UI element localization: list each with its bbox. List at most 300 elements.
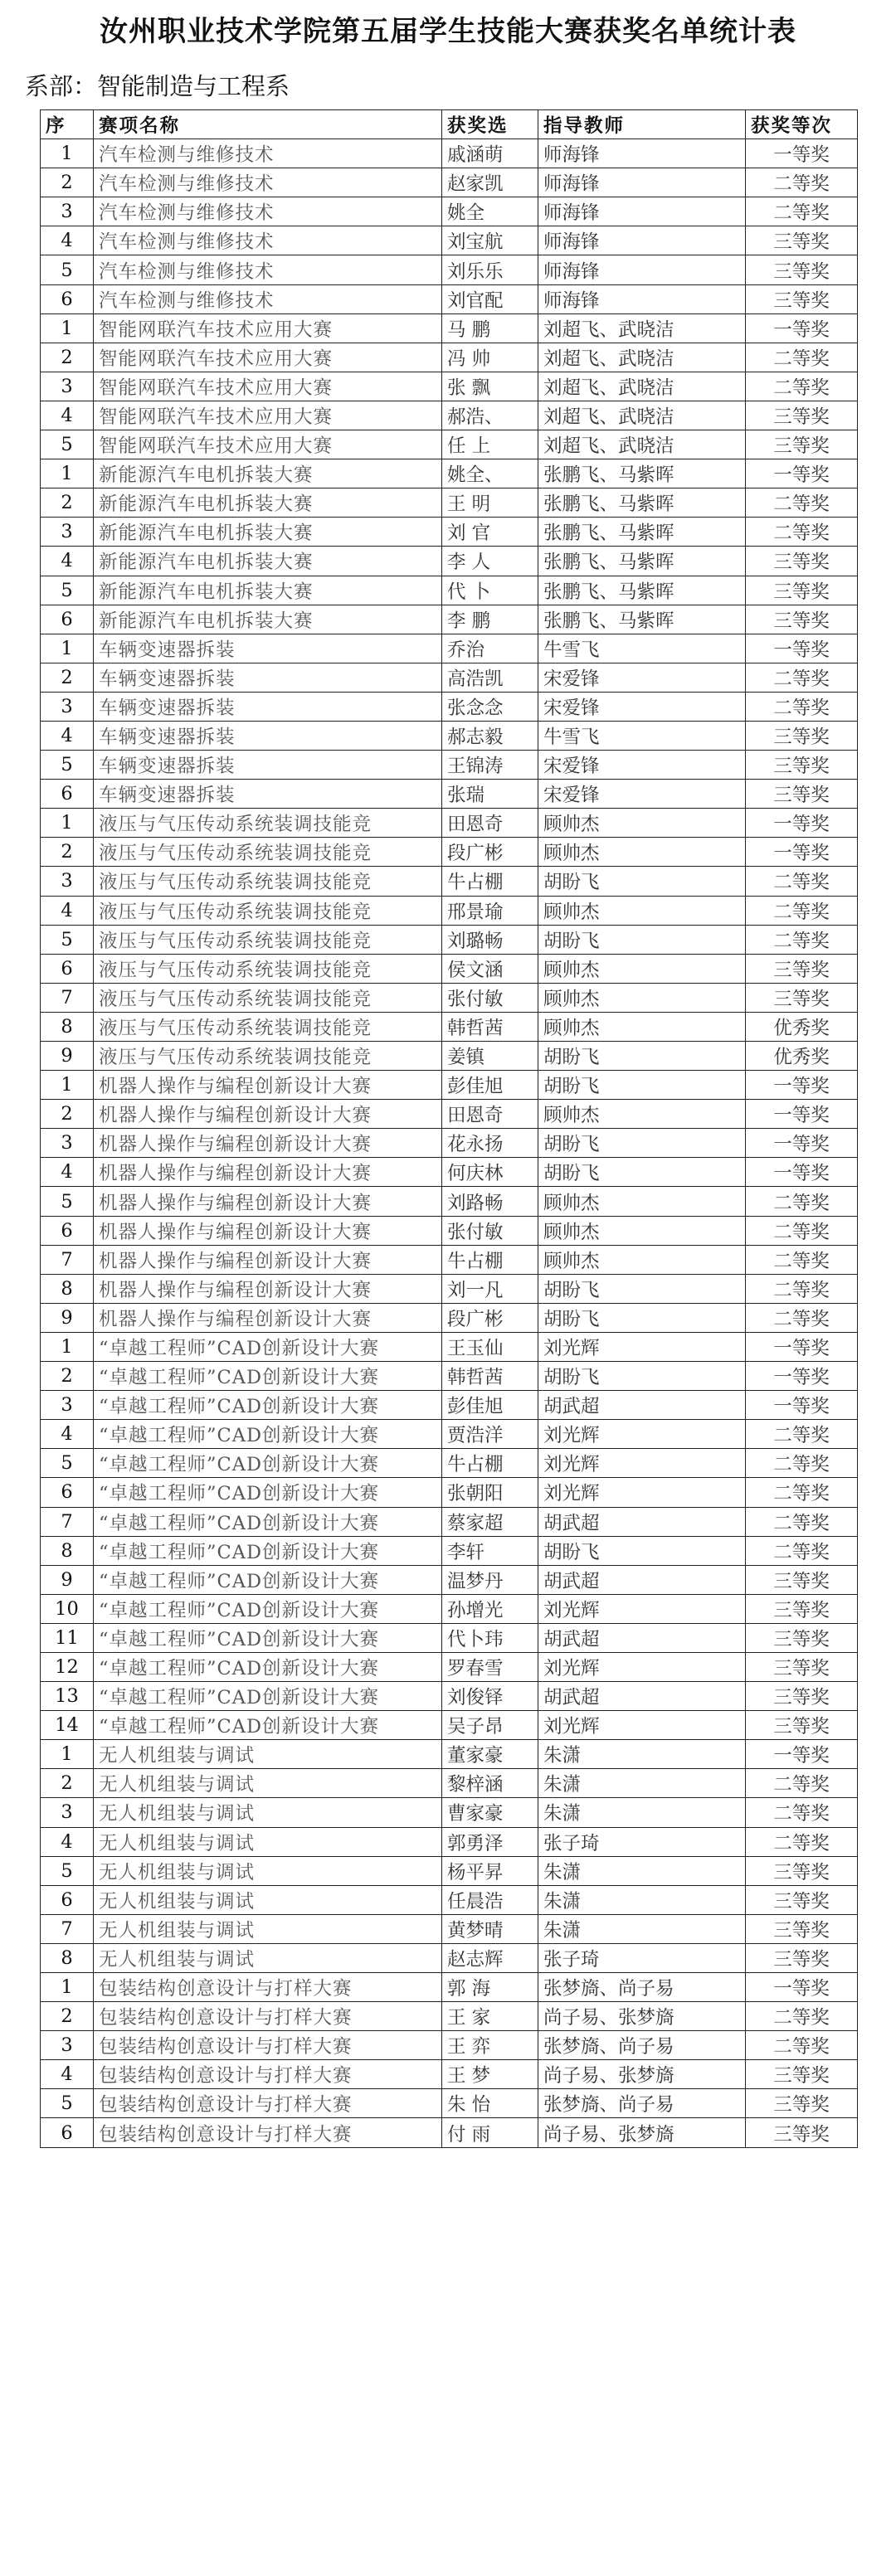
event-name: “卓越工程师”CAD创新设计大赛 — [94, 1507, 442, 1536]
winner-name: 刘官配 — [442, 284, 538, 313]
instructor-name: 朱潇 — [538, 1769, 746, 1798]
event-name: 新能源汽车电机拆装大赛 — [94, 518, 442, 547]
winner-name: 王 弈 — [442, 2031, 538, 2060]
winner-name: 蔡家超 — [442, 1507, 538, 1536]
event-name: 智能网联汽车技术应用大赛 — [94, 372, 442, 401]
row-index: 4 — [41, 1420, 94, 1449]
row-index: 4 — [41, 721, 94, 750]
table-row — [41, 925, 858, 954]
table-row — [41, 1245, 858, 1274]
award-level: 二等奖 — [746, 663, 858, 692]
table-row — [41, 1856, 858, 1885]
instructor-name: 胡盼飞 — [538, 925, 746, 954]
table-body — [41, 139, 858, 2147]
row-index: 6 — [41, 284, 94, 313]
winner-name: 张瑞 — [442, 780, 538, 809]
table-header-row — [41, 110, 858, 139]
row-index: 2 — [41, 343, 94, 372]
table-row — [41, 1449, 858, 1478]
table-row — [41, 576, 858, 605]
event-name: 无人机组装与调试 — [94, 1885, 442, 1914]
winner-name: 花永扬 — [442, 1129, 538, 1158]
award-level: 三等奖 — [746, 2089, 858, 2118]
award-level: 二等奖 — [746, 518, 858, 547]
award-level: 二等奖 — [746, 343, 858, 372]
winner-name: 韩哲茜 — [442, 1362, 538, 1391]
instructor-name: 刘光辉 — [538, 1652, 746, 1681]
winner-name: 张付敏 — [442, 983, 538, 1012]
row-index: 6 — [41, 954, 94, 983]
instructor-name: 朱潇 — [538, 1914, 746, 1943]
table-row — [41, 1652, 858, 1681]
instructor-name: 张鹏飞、马紫晖 — [538, 488, 746, 518]
row-index: 12 — [41, 1652, 94, 1681]
table-row — [41, 2089, 858, 2118]
award-level: 三等奖 — [746, 605, 858, 634]
instructor-name: 顾帅杰 — [538, 838, 746, 867]
row-index: 1 — [41, 1973, 94, 2002]
row-index: 7 — [41, 1507, 94, 1536]
instructor-name: 顾帅杰 — [538, 954, 746, 983]
award-level: 二等奖 — [746, 1769, 858, 1798]
winner-name: 张付敏 — [442, 1216, 538, 1245]
table-row — [41, 1158, 858, 1187]
award-level: 三等奖 — [746, 1594, 858, 1623]
instructor-name: 张鹏飞、马紫晖 — [538, 547, 746, 576]
event-name: 新能源汽车电机拆装大赛 — [94, 488, 442, 518]
row-index: 3 — [41, 372, 94, 401]
event-name: 机器人操作与编程创新设计大赛 — [94, 1303, 442, 1332]
table-row — [41, 2060, 858, 2089]
event-name: 包装结构创意设计与打样大赛 — [94, 1973, 442, 2002]
row-index: 6 — [41, 1478, 94, 1507]
row-index: 6 — [41, 780, 94, 809]
row-index: 4 — [41, 1158, 94, 1187]
instructor-name: 张子琦 — [538, 1943, 746, 1972]
table-row — [41, 751, 858, 780]
instructor-name: 胡盼飞 — [538, 1362, 746, 1391]
award-level: 三等奖 — [746, 780, 858, 809]
event-name: 汽车检测与维修技术 — [94, 139, 442, 168]
table-row — [41, 1973, 858, 2002]
winner-name: 彭佳旭 — [442, 1071, 538, 1100]
award-level: 三等奖 — [746, 226, 858, 255]
award-level: 三等奖 — [746, 983, 858, 1012]
table-row — [41, 692, 858, 721]
event-name: 机器人操作与编程创新设计大赛 — [94, 1216, 442, 1245]
table-row — [41, 1943, 858, 1972]
table-row — [41, 1216, 858, 1245]
row-index: 1 — [41, 313, 94, 343]
award-level: 三等奖 — [746, 1623, 858, 1652]
table-row — [41, 1623, 858, 1652]
award-level: 一等奖 — [746, 1129, 858, 1158]
award-level: 一等奖 — [746, 1973, 858, 2002]
instructor-name: 朱潇 — [538, 1740, 746, 1769]
instructor-name: 师海锋 — [538, 139, 746, 168]
event-name: 机器人操作与编程创新设计大赛 — [94, 1158, 442, 1187]
award-level: 二等奖 — [746, 1536, 858, 1565]
table-row — [41, 780, 858, 809]
award-level: 三等奖 — [746, 1885, 858, 1914]
row-index: 4 — [41, 2060, 94, 2089]
winner-name: 王锦涛 — [442, 751, 538, 780]
event-name: “卓越工程师”CAD创新设计大赛 — [94, 1420, 442, 1449]
row-index: 1 — [41, 634, 94, 663]
event-name: 机器人操作与编程创新设计大赛 — [94, 1071, 442, 1100]
event-name: 无人机组装与调试 — [94, 1798, 442, 1827]
award-level: 二等奖 — [746, 168, 858, 197]
award-level: 三等奖 — [746, 1943, 858, 1972]
table-row — [41, 343, 858, 372]
award-level: 三等奖 — [746, 255, 858, 284]
header-instructor: 指导教师 — [538, 110, 746, 139]
row-index: 5 — [41, 576, 94, 605]
winner-name: 王 明 — [442, 488, 538, 518]
table-row — [41, 1042, 858, 1071]
event-name: 无人机组装与调试 — [94, 1943, 442, 1972]
table-row — [41, 1129, 858, 1158]
winner-name: 吴子昂 — [442, 1711, 538, 1740]
winner-name: 贾浩洋 — [442, 1420, 538, 1449]
award-level: 二等奖 — [746, 2031, 858, 2060]
event-name: 智能网联汽车技术应用大赛 — [94, 343, 442, 372]
table-row — [41, 721, 858, 750]
event-name: 无人机组装与调试 — [94, 1856, 442, 1885]
winner-name: 田恩奇 — [442, 1100, 538, 1129]
instructor-name: 刘光辉 — [538, 1332, 746, 1361]
instructor-name: 胡盼飞 — [538, 867, 746, 896]
winner-name: 赵家凯 — [442, 168, 538, 197]
award-level: 二等奖 — [746, 1274, 858, 1303]
department-label: 系部：智能制造与工程系 — [25, 72, 290, 100]
award-level: 一等奖 — [746, 838, 858, 867]
event-name: “卓越工程师”CAD创新设计大赛 — [94, 1711, 442, 1740]
winner-name: 罗春雪 — [442, 1652, 538, 1681]
row-index: 11 — [41, 1623, 94, 1652]
table-row — [41, 1071, 858, 1100]
table-row — [41, 1332, 858, 1361]
event-name: 新能源汽车电机拆装大赛 — [94, 576, 442, 605]
table-row — [41, 605, 858, 634]
award-level: 一等奖 — [746, 1740, 858, 1769]
winner-name: 孙增光 — [442, 1594, 538, 1623]
table-row — [41, 284, 858, 313]
row-index: 7 — [41, 1914, 94, 1943]
winner-name: 李 人 — [442, 547, 538, 576]
row-index: 3 — [41, 867, 94, 896]
award-level: 二等奖 — [746, 488, 858, 518]
instructor-name: 胡盼飞 — [538, 1158, 746, 1187]
winner-name: 黎梓涵 — [442, 1769, 538, 1798]
event-name: 车辆变速器拆装 — [94, 663, 442, 692]
row-index: 3 — [41, 518, 94, 547]
winner-name: 刘一凡 — [442, 1274, 538, 1303]
row-index: 3 — [41, 197, 94, 226]
event-name: 无人机组装与调试 — [94, 1769, 442, 1798]
instructor-name: 顾帅杰 — [538, 896, 746, 925]
event-name: 无人机组装与调试 — [94, 1827, 442, 1856]
table-row — [41, 518, 858, 547]
table-row — [41, 1594, 858, 1623]
instructor-name: 胡武超 — [538, 1391, 746, 1420]
event-name: 机器人操作与编程创新设计大赛 — [94, 1187, 442, 1216]
row-index: 14 — [41, 1711, 94, 1740]
row-index: 5 — [41, 255, 94, 284]
table-row — [41, 663, 858, 692]
winner-name: 田恩奇 — [442, 809, 538, 838]
winner-name: 段广彬 — [442, 1303, 538, 1332]
table-row — [41, 197, 858, 226]
award-level: 二等奖 — [746, 1827, 858, 1856]
event-name: “卓越工程师”CAD创新设计大赛 — [94, 1391, 442, 1420]
winner-name: 刘俊铎 — [442, 1682, 538, 1711]
table-row — [41, 1798, 858, 1827]
table-row — [41, 954, 858, 983]
event-name: 液压与气压传动系统装调技能竞 — [94, 809, 442, 838]
table-row — [41, 168, 858, 197]
header-event: 赛项名称 — [94, 110, 442, 139]
event-name: 新能源汽车电机拆装大赛 — [94, 605, 442, 634]
award-level: 一等奖 — [746, 809, 858, 838]
row-index: 10 — [41, 1594, 94, 1623]
winner-name: 王 家 — [442, 2002, 538, 2031]
row-index: 8 — [41, 1274, 94, 1303]
table-row — [41, 1012, 858, 1041]
row-index: 6 — [41, 605, 94, 634]
instructor-name: 宋爱锋 — [538, 780, 746, 809]
instructor-name: 胡盼飞 — [538, 1071, 746, 1100]
winner-name: 朱 怡 — [442, 2089, 538, 2118]
award-level: 二等奖 — [746, 372, 858, 401]
row-index: 2 — [41, 663, 94, 692]
winner-name: 韩哲茜 — [442, 1012, 538, 1041]
row-index: 3 — [41, 692, 94, 721]
row-index: 8 — [41, 1943, 94, 1972]
table-row — [41, 1187, 858, 1216]
row-index: 5 — [41, 1187, 94, 1216]
winner-name: 赵志辉 — [442, 1943, 538, 1972]
row-index: 8 — [41, 1536, 94, 1565]
row-index: 9 — [41, 1303, 94, 1332]
winner-name: 刘璐畅 — [442, 925, 538, 954]
award-level: 二等奖 — [746, 867, 858, 896]
page-title: 汝州职业技术学院第五届学生技能大赛获奖名单统计表 — [100, 15, 796, 48]
instructor-name: 尚子易、张梦旖 — [538, 2060, 746, 2089]
award-level: 二等奖 — [746, 692, 858, 721]
event-name: 汽车检测与维修技术 — [94, 168, 442, 197]
event-name: 机器人操作与编程创新设计大赛 — [94, 1245, 442, 1274]
instructor-name: 顾帅杰 — [538, 1187, 746, 1216]
instructor-name: 刘超飞、武晓洁 — [538, 372, 746, 401]
row-index: 2 — [41, 1362, 94, 1391]
row-index: 5 — [41, 430, 94, 459]
award-level: 二等奖 — [746, 1798, 858, 1827]
row-index: 1 — [41, 809, 94, 838]
event-name: 液压与气压传动系统装调技能竞 — [94, 983, 442, 1012]
event-name: 车辆变速器拆装 — [94, 780, 442, 809]
row-index: 8 — [41, 1012, 94, 1041]
instructor-name: 尚子易、张梦旖 — [538, 2118, 746, 2147]
award-level: 三等奖 — [746, 1914, 858, 1943]
instructor-name: 胡盼飞 — [538, 1274, 746, 1303]
award-level: 三等奖 — [746, 547, 858, 576]
event-name: “卓越工程师”CAD创新设计大赛 — [94, 1652, 442, 1681]
table-row — [41, 1536, 858, 1565]
award-level: 三等奖 — [746, 576, 858, 605]
event-name: 液压与气压传动系统装调技能竞 — [94, 1042, 442, 1071]
winner-name: 冯 帅 — [442, 343, 538, 372]
table-row — [41, 983, 858, 1012]
award-level: 三等奖 — [746, 721, 858, 750]
row-index: 6 — [41, 1885, 94, 1914]
instructor-name: 胡盼飞 — [538, 1042, 746, 1071]
award-level: 一等奖 — [746, 459, 858, 488]
table-row — [41, 1565, 858, 1594]
instructor-name: 胡武超 — [538, 1507, 746, 1536]
winner-name: 戚涵萌 — [442, 139, 538, 168]
award-level: 二等奖 — [746, 1449, 858, 1478]
instructor-name: 张子琦 — [538, 1827, 746, 1856]
event-name: 液压与气压传动系统装调技能竞 — [94, 867, 442, 896]
row-index: 6 — [41, 1216, 94, 1245]
award-level: 优秀奖 — [746, 1042, 858, 1071]
row-index: 3 — [41, 1798, 94, 1827]
row-index: 1 — [41, 1740, 94, 1769]
award-level: 一等奖 — [746, 634, 858, 663]
table-row — [41, 1391, 858, 1420]
event-name: 包装结构创意设计与打样大赛 — [94, 2089, 442, 2118]
row-index: 5 — [41, 925, 94, 954]
table-row — [41, 1711, 858, 1740]
winner-name: 李轩 — [442, 1536, 538, 1565]
winner-name: 刘 官 — [442, 518, 538, 547]
row-index: 2 — [41, 1100, 94, 1129]
award-level: 一等奖 — [746, 1158, 858, 1187]
table-row — [41, 2118, 858, 2147]
instructor-name: 刘超飞、武晓洁 — [538, 430, 746, 459]
table-row — [41, 1885, 858, 1914]
event-name: 包装结构创意设计与打样大赛 — [94, 2060, 442, 2089]
winner-name: 姚全 — [442, 197, 538, 226]
table-row — [41, 634, 858, 663]
header-winner: 获奖选 — [442, 110, 538, 139]
awards-table — [40, 109, 858, 2148]
instructor-name: 顾帅杰 — [538, 1216, 746, 1245]
table-row — [41, 1682, 858, 1711]
row-index: 4 — [41, 1827, 94, 1856]
table-row — [41, 226, 858, 255]
table-row — [41, 1100, 858, 1129]
table-row — [41, 838, 858, 867]
winner-name: 邢景瑜 — [442, 896, 538, 925]
award-level: 三等奖 — [746, 2118, 858, 2147]
event-name: 汽车检测与维修技术 — [94, 284, 442, 313]
row-index: 4 — [41, 547, 94, 576]
winner-name: 董家豪 — [442, 1740, 538, 1769]
instructor-name: 胡盼飞 — [538, 1536, 746, 1565]
winner-name: 郭勇泽 — [442, 1827, 538, 1856]
table-row — [41, 867, 858, 896]
award-level: 三等奖 — [746, 954, 858, 983]
instructor-name: 宋爱锋 — [538, 663, 746, 692]
winner-name: 黄梦晴 — [442, 1914, 538, 1943]
instructor-name: 刘光辉 — [538, 1711, 746, 1740]
instructor-name: 顾帅杰 — [538, 1012, 746, 1041]
row-index: 3 — [41, 2031, 94, 2060]
winner-name: 张 飘 — [442, 372, 538, 401]
event-name: “卓越工程师”CAD创新设计大赛 — [94, 1623, 442, 1652]
winner-name: 任 上 — [442, 430, 538, 459]
row-index: 4 — [41, 401, 94, 430]
event-name: 液压与气压传动系统装调技能竞 — [94, 838, 442, 867]
row-index: 2 — [41, 1769, 94, 1798]
table-row — [41, 430, 858, 459]
row-index: 1 — [41, 1071, 94, 1100]
event-name: 智能网联汽车技术应用大赛 — [94, 401, 442, 430]
winner-name: 彭佳旭 — [442, 1391, 538, 1420]
instructor-name: 刘光辉 — [538, 1594, 746, 1623]
event-name: 机器人操作与编程创新设计大赛 — [94, 1129, 442, 1158]
event-name: 新能源汽车电机拆装大赛 — [94, 459, 442, 488]
table-row — [41, 313, 858, 343]
instructor-name: 顾帅杰 — [538, 1245, 746, 1274]
instructor-name: 刘光辉 — [538, 1420, 746, 1449]
table-row — [41, 1478, 858, 1507]
event-name: 车辆变速器拆装 — [94, 721, 442, 750]
event-name: “卓越工程师”CAD创新设计大赛 — [94, 1478, 442, 1507]
award-level: 优秀奖 — [746, 1012, 858, 1041]
award-level: 二等奖 — [746, 1187, 858, 1216]
award-level: 一等奖 — [746, 139, 858, 168]
instructor-name: 顾帅杰 — [538, 1100, 746, 1129]
winner-name: 段广彬 — [442, 838, 538, 867]
instructor-name: 张鹏飞、马紫晖 — [538, 576, 746, 605]
instructor-name: 张鹏飞、马紫晖 — [538, 459, 746, 488]
winner-name: 刘乐乐 — [442, 255, 538, 284]
instructor-name: 张鹏飞、马紫晖 — [538, 518, 746, 547]
row-index: 7 — [41, 1245, 94, 1274]
instructor-name: 宋爱锋 — [538, 692, 746, 721]
winner-name: 牛占棚 — [442, 867, 538, 896]
winner-name: 代卜玮 — [442, 1623, 538, 1652]
winner-name: 牛占棚 — [442, 1449, 538, 1478]
winner-name: 乔治 — [442, 634, 538, 663]
award-level: 一等奖 — [746, 1362, 858, 1391]
event-name: “卓越工程师”CAD创新设计大赛 — [94, 1449, 442, 1478]
event-name: 包装结构创意设计与打样大赛 — [94, 2118, 442, 2147]
winner-name: 郝志毅 — [442, 721, 538, 750]
instructor-name: 胡武超 — [538, 1623, 746, 1652]
winner-name: 姜镇 — [442, 1042, 538, 1071]
row-index: 5 — [41, 2089, 94, 2118]
table-row — [41, 547, 858, 576]
event-name: “卓越工程师”CAD创新设计大赛 — [94, 1565, 442, 1594]
award-level: 三等奖 — [746, 1856, 858, 1885]
row-index: 6 — [41, 2118, 94, 2147]
award-level: 三等奖 — [746, 1682, 858, 1711]
row-index: 2 — [41, 2002, 94, 2031]
instructor-name: 胡武超 — [538, 1682, 746, 1711]
event-name: 车辆变速器拆装 — [94, 751, 442, 780]
event-name: 液压与气压传动系统装调技能竞 — [94, 925, 442, 954]
row-index: 1 — [41, 459, 94, 488]
winner-name: 代 卜 — [442, 576, 538, 605]
winner-name: 任晨浩 — [442, 1885, 538, 1914]
row-index: 1 — [41, 139, 94, 168]
winner-name: 牛占棚 — [442, 1245, 538, 1274]
winner-name: 何庆林 — [442, 1158, 538, 1187]
